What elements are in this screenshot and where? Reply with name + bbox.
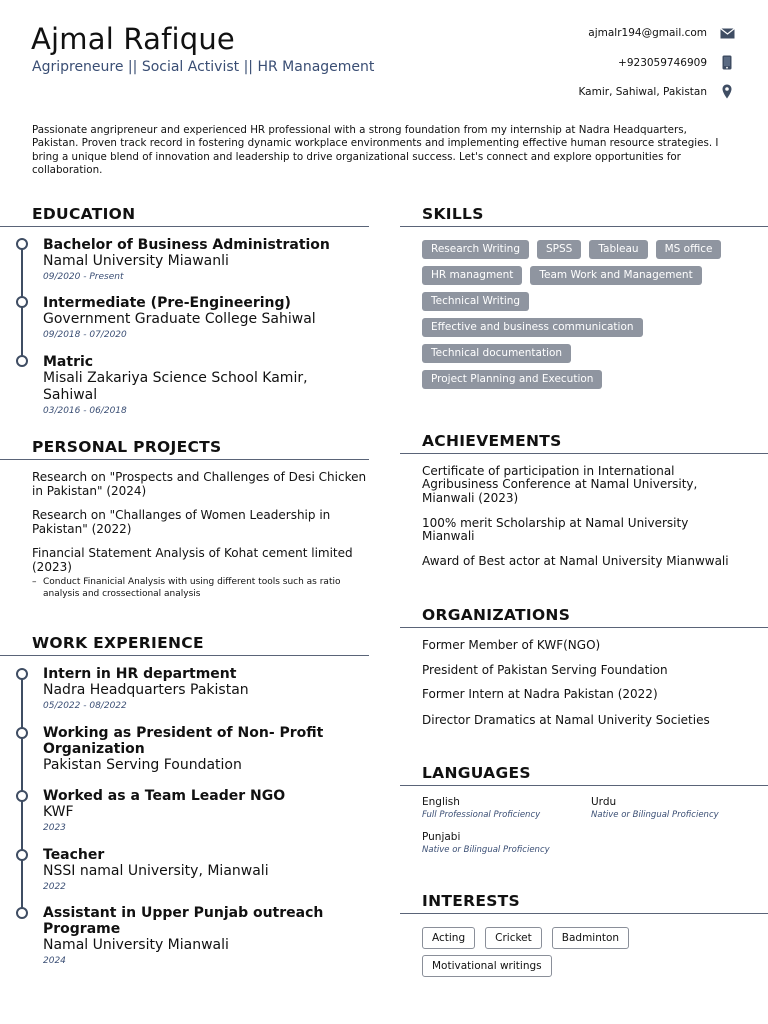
language-item — [422, 831, 550, 855]
languages-heading: LANGUAGES — [422, 764, 531, 782]
organization-item: Former Intern at Nadra Pakistan (2022) — [422, 687, 658, 701]
education-degree: Intermediate (Pre-Engineering) — [43, 295, 291, 311]
timeline-dot — [16, 907, 28, 919]
skills-list — [422, 240, 742, 396]
education-entry — [43, 237, 363, 282]
skill-tag: Tableau — [589, 240, 647, 259]
education-school: Government Graduate College Sahiwal — [43, 311, 316, 327]
interests-rule — [400, 913, 768, 914]
education-entry — [43, 295, 363, 340]
timeline-dot — [16, 790, 28, 802]
project-bullet-text: Conduct Finanicial Analysis with using different tools such as ratio analysis and crossectional analysis — [43, 577, 341, 599]
project-item: Research on "Challanges of Women Leadership in Pakistan" (2022) — [32, 508, 331, 536]
contact-phone — [618, 55, 735, 70]
achievements-heading: ACHIEVEMENTS — [422, 432, 562, 450]
education-degree: Bachelor of Business Administration — [43, 237, 330, 253]
language-item — [591, 796, 719, 820]
work-role: Worked as a Team Leader NGO — [43, 788, 286, 804]
work-org: NSSI namal University, Mianwali — [43, 863, 269, 879]
work-entry — [43, 666, 363, 711]
skill-tag: Team Work and Management — [530, 266, 701, 285]
map-pin-icon — [719, 84, 735, 99]
education-school: Misali Zakariya Science School Kamir, Sahiwal — [43, 370, 308, 403]
work-org: Nadra Headquarters Pakistan — [43, 682, 249, 698]
work-role: Working as President of Non- Profit Organization — [43, 725, 324, 757]
work-entry — [43, 847, 363, 892]
language-level: Full Professional Proficiency — [422, 810, 541, 820]
work-entry — [43, 905, 363, 966]
interest-tag: Cricket — [485, 927, 542, 949]
candidate-name: Ajmal Rafique — [31, 22, 235, 56]
bullet-dash: – — [32, 577, 37, 587]
timeline-dot — [16, 668, 28, 680]
projects-heading: PERSONAL PROJECTS — [32, 438, 222, 456]
timeline-dot — [16, 849, 28, 861]
education-dates: 03/2016 - 06/2018 — [43, 406, 127, 416]
skill-tag: HR managment — [422, 266, 522, 285]
project-bullet — [32, 576, 367, 600]
organizations-rule — [400, 627, 768, 628]
skills-rule — [400, 226, 768, 227]
skill-tag: Project Planning and Execution — [422, 370, 602, 389]
project-item: Financial Statement Analysis of Kohat cement limited (2023) — [32, 546, 353, 574]
work-entry — [43, 788, 363, 833]
organization-item: Director Dramatics at Namal Univerity Societies — [422, 713, 710, 727]
timeline-dot — [16, 238, 28, 250]
work-role: Assistant in Upper Punjab outreach Programe — [43, 905, 324, 937]
education-entry — [43, 354, 363, 416]
work-heading: WORK EXPERIENCE — [32, 634, 204, 652]
work-org: Namal University Mianwali — [43, 937, 229, 953]
achievement-item: 100% merit Scholarship at Namal University Mianwali — [422, 516, 689, 544]
language-name: English — [422, 796, 460, 808]
language-level: Native or Bilingual Proficiency — [422, 845, 550, 855]
email-text[interactable]: ajmalr194@gmail.com — [588, 27, 707, 39]
projects-rule — [0, 459, 369, 460]
work-role: Intern in HR department — [43, 666, 237, 682]
skill-tag: Technical documentation — [422, 344, 571, 363]
language-name: Urdu — [591, 796, 617, 808]
work-rule — [0, 655, 369, 656]
skill-tag: MS office — [656, 240, 722, 259]
interest-tag: Badminton — [552, 927, 629, 949]
candidate-tagline: Agripreneure || Social Activist || HR Management — [32, 59, 375, 75]
work-entry — [43, 725, 363, 774]
phone-text[interactable]: +923059746909 — [618, 56, 707, 69]
work-role: Teacher — [43, 847, 105, 863]
language-level: Native or Bilingual Proficiency — [591, 810, 719, 820]
organization-item: President of Pakistan Serving Foundation — [422, 663, 668, 677]
skill-tag: SPSS — [537, 240, 581, 259]
language-item — [422, 796, 540, 820]
work-dates: 2023 — [43, 823, 66, 833]
education-rule — [0, 226, 369, 227]
achievement-item: Award of Best actor at Namal University Mianwwali — [422, 554, 729, 568]
phone-icon — [719, 55, 735, 70]
project-item: Research on "Prospects and Challenges of Desi Chicken in Pakistan" (2024) — [32, 470, 367, 498]
work-org: KWF — [43, 804, 74, 820]
education-degree: Matric — [43, 354, 94, 370]
contact-email — [588, 27, 735, 39]
interest-tag: Motivational writings — [422, 955, 552, 977]
skills-heading: SKILLS — [422, 205, 484, 223]
education-dates: 09/2018 - 07/2020 — [43, 330, 127, 340]
education-dates: 09/2020 - Present — [43, 272, 124, 282]
achievements-rule — [400, 453, 768, 454]
work-dates: 05/2022 - 08/2022 — [43, 701, 127, 711]
education-school: Namal University Miawanli — [43, 253, 229, 269]
interest-tag: Acting — [422, 927, 475, 949]
skill-tag: Research Writing — [422, 240, 529, 259]
education-heading: EDUCATION — [32, 205, 136, 223]
work-dates: 2024 — [43, 956, 66, 966]
languages-rule — [400, 785, 768, 786]
interests-heading: INTERESTS — [422, 892, 521, 910]
organization-item: Former Member of KWF(NGO) — [422, 638, 601, 652]
contact-location — [578, 84, 735, 99]
envelope-icon — [719, 28, 735, 39]
skill-tag: Technical Writing — [422, 292, 529, 311]
interests-list — [422, 927, 742, 983]
language-name: Punjabi — [422, 831, 461, 843]
achievement-item: Certificate of participation in International Agribusiness Conference at Namal University, Mianwali (2023) — [422, 464, 698, 505]
timeline-dot — [16, 727, 28, 739]
location-text: Kamir, Sahiwal, Pakistan — [578, 85, 707, 98]
profile-summary: Passionate angripreneur and experienced HR professional with a strong foundation from my internship at Nadra Headquarters, Pakistan. Proven track record in fostering dynamic workplace environments and implementing effective human resource strategies. I bring a unique blend of innovation and leadership to drive organizational success. Let's connect and explore opportunities for collaboration. — [32, 124, 719, 177]
skill-tag: Effective and business communication — [422, 318, 643, 337]
organizations-heading: ORGANIZATIONS — [422, 606, 571, 624]
work-org: Pakistan Serving Foundation — [43, 757, 242, 773]
timeline-dot — [16, 296, 28, 308]
work-dates: 2022 — [43, 882, 66, 892]
timeline-dot — [16, 355, 28, 367]
